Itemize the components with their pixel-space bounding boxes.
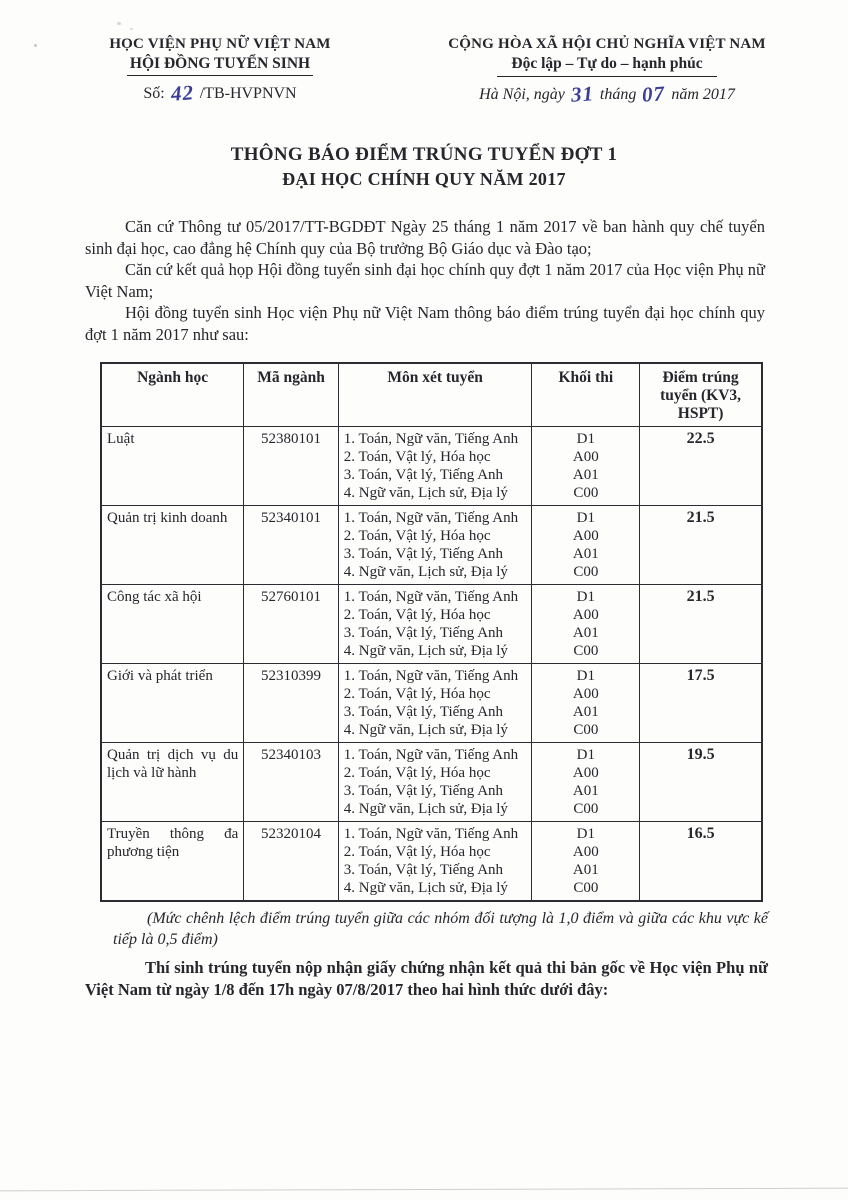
cell-khoi-thi	[532, 822, 640, 902]
subject-combination-line: 4. Ngữ văn, Lịch sử, Địa lý	[343, 801, 508, 817]
scan-page-edge-line	[0, 1188, 848, 1192]
date-mid: tháng	[599, 86, 637, 103]
subject-combination-line: 2. Toán, Vật lý, Hóa học	[343, 844, 491, 860]
cell-khoi-thi	[532, 427, 640, 506]
cell-ma-nganh: 52340103	[244, 743, 339, 822]
subject-combination-line: 1. Toán, Ngữ văn, Tiếng Anh	[343, 589, 519, 605]
col-header-diem-trung-tuyen: Điểm trúng tuyển (KV3, HSPT)	[640, 363, 762, 427]
cell-mon-xet-tuyen	[338, 743, 532, 822]
scan-speck	[34, 44, 37, 47]
cell-ma-nganh: 52320104	[244, 822, 339, 902]
cell-diem-trung-tuyen: 16.5	[640, 822, 762, 902]
cell-nganh-hoc: Luật	[101, 427, 244, 506]
agency-subunit: HỘI ĐỒNG TUYỂN SINH	[70, 55, 370, 76]
exam-block-code: D1	[576, 747, 595, 763]
cell-diem-trung-tuyen: 21.5	[640, 585, 762, 664]
cell-mon-xet-tuyen	[338, 822, 532, 902]
date-line	[426, 81, 788, 107]
subject-combination-line: 4. Ngữ văn, Lịch sử, Địa lý	[343, 485, 508, 501]
subject-combination-line: 4. Ngữ văn, Lịch sử, Địa lý	[343, 880, 508, 896]
document-header	[0, 0, 848, 107]
cell-nganh-hoc: Truyền thông đa phương tiện	[101, 822, 244, 902]
cell-ma-nganh: 52380101	[244, 427, 339, 506]
national-motto: Độc lập – Tự do – hạnh phúc	[426, 55, 788, 77]
handwritten-doc-number: 42	[169, 80, 195, 106]
cell-mon-xet-tuyen	[338, 585, 532, 664]
subject-combination-line: 3. Toán, Vật lý, Tiếng Anh	[343, 704, 504, 720]
title-line-1: THÔNG BÁO ĐIỂM TRÚNG TUYỂN ĐỢT 1	[230, 144, 618, 165]
cell-khoi-thi	[532, 506, 640, 585]
subject-combination-line: 3. Toán, Vật lý, Tiếng Anh	[343, 862, 504, 878]
issuing-agency-block	[70, 36, 370, 104]
admission-scores-table	[100, 362, 763, 902]
table-row	[101, 427, 762, 506]
table-header-row	[101, 363, 762, 427]
score-difference-note: (Mức chênh lệch điểm trúng tuyển giữa các nhóm đối tượng là 1,0 điểm và giữa các khu vực kế tiếp là 0,5 điểm)	[113, 910, 768, 948]
scan-speck	[130, 28, 133, 30]
exam-block-code: A00	[572, 686, 599, 702]
exam-block-code: C00	[573, 880, 599, 896]
exam-block-code: A00	[572, 449, 599, 465]
national-title: CỘNG HÒA XÃ HỘI CHỦ NGHĨA VIỆT NAM	[448, 36, 766, 52]
handwritten-month: 07	[641, 81, 667, 107]
subject-combination-line: 1. Toán, Ngữ văn, Tiếng Anh	[343, 510, 519, 526]
table-row	[101, 822, 762, 902]
col-header-khoi-thi: Khối thi	[532, 363, 640, 427]
document-number-line	[70, 80, 370, 106]
exam-block-code: A00	[572, 607, 599, 623]
cell-khoi-thi	[532, 585, 640, 664]
subject-combination-line: 2. Toán, Vật lý, Hóa học	[343, 449, 491, 465]
exam-block-code: D1	[576, 510, 595, 526]
scan-speck	[117, 22, 121, 25]
cell-mon-xet-tuyen	[338, 427, 532, 506]
exam-block-code: A00	[572, 528, 599, 544]
exam-block-code: A01	[572, 783, 599, 799]
cell-khoi-thi	[532, 664, 640, 743]
preamble	[85, 216, 765, 345]
cell-mon-xet-tuyen	[338, 506, 532, 585]
paragraph: Căn cứ kết quả họp Hội đồng tuyển sinh đại học chính quy đợt 1 năm 2017 của Học viện Phụ nữ Việt Nam;	[85, 260, 765, 301]
subject-combination-line: 1. Toán, Ngữ văn, Tiếng Anh	[343, 826, 519, 842]
exam-block-code: C00	[573, 722, 599, 738]
cell-diem-trung-tuyen: 17.5	[640, 664, 762, 743]
subject-combination-line: 1. Toán, Ngữ văn, Tiếng Anh	[343, 431, 519, 447]
col-header-mon-xet-tuyen: Môn xét tuyển	[338, 363, 532, 427]
handwritten-day: 31	[570, 81, 595, 107]
subject-combination-line: 3. Toán, Vật lý, Tiếng Anh	[343, 467, 504, 483]
exam-block-code: D1	[576, 589, 595, 605]
subject-combination-line: 2. Toán, Vật lý, Hóa học	[343, 607, 491, 623]
title-line-2: ĐẠI HỌC CHÍNH QUY NĂM 2017	[282, 169, 566, 189]
date-prefix: Hà Nội, ngày	[479, 86, 565, 103]
exam-block-code: A01	[572, 862, 599, 878]
subject-combination-line: 4. Ngữ văn, Lịch sử, Địa lý	[343, 722, 508, 738]
cell-nganh-hoc: Công tác xã hội	[101, 585, 244, 664]
submission-instructions: Thí sinh trúng tuyển nộp nhận giấy chứng nhận kết quả thi bản gốc về Học viện Phụ nữ Việt Nam từ ngày 1/8 đến 17h ngày 07/8/2017 theo hai hình thức dưới đây:	[85, 958, 768, 999]
subject-combination-line: 2. Toán, Vật lý, Hóa học	[343, 686, 491, 702]
date-suffix: năm 2017	[671, 86, 735, 103]
subject-combination-line: 2. Toán, Vật lý, Hóa học	[343, 765, 491, 781]
exam-block-code: A00	[572, 844, 599, 860]
exam-block-code: C00	[573, 485, 599, 501]
cell-ma-nganh: 52340101	[244, 506, 339, 585]
cell-diem-trung-tuyen: 22.5	[640, 427, 762, 506]
subject-combination-line: 1. Toán, Ngữ văn, Tiếng Anh	[343, 668, 519, 684]
exam-block-code: A00	[572, 765, 599, 781]
exam-block-code: C00	[573, 801, 599, 817]
paragraph: Hội đồng tuyển sinh Học viện Phụ nữ Việt Nam thông báo điểm trúng tuyển đại học chính quy đợt 1 năm 2017 như sau:	[85, 303, 765, 344]
table-row	[101, 506, 762, 585]
doc-number-suffix: /TB-HVPNVN	[199, 85, 297, 102]
cell-ma-nganh: 52760101	[244, 585, 339, 664]
col-header-ma-nganh: Mã ngành	[244, 363, 339, 427]
table-row	[101, 664, 762, 743]
cell-nganh-hoc: Quản trị dịch vụ du lịch và lữ hành	[101, 743, 244, 822]
subject-combination-line: 4. Ngữ văn, Lịch sử, Địa lý	[343, 564, 508, 580]
subject-combination-line: 3. Toán, Vật lý, Tiếng Anh	[343, 546, 504, 562]
exam-block-code: D1	[576, 668, 595, 684]
exam-block-code: C00	[573, 643, 599, 659]
subject-combination-line: 3. Toán, Vật lý, Tiếng Anh	[343, 783, 504, 799]
cell-khoi-thi	[532, 743, 640, 822]
table-row	[101, 585, 762, 664]
subject-combination-line: 2. Toán, Vật lý, Hóa học	[343, 528, 491, 544]
cell-nganh-hoc: Giới và phát triển	[101, 664, 244, 743]
cell-diem-trung-tuyen: 19.5	[640, 743, 762, 822]
exam-block-code: A01	[572, 467, 599, 483]
subject-combination-line: 3. Toán, Vật lý, Tiếng Anh	[343, 625, 504, 641]
col-header-nganh-hoc: Ngành học	[101, 363, 244, 427]
cell-diem-trung-tuyen: 21.5	[640, 506, 762, 585]
cell-nganh-hoc: Quản trị kinh doanh	[101, 506, 244, 585]
paragraph: Căn cứ Thông tư 05/2017/TT-BGDĐT Ngày 25 tháng 1 năm 2017 về ban hành quy chế tuyển sinh đại học, cao đẳng hệ Chính quy của Bộ trưởng Bộ Giáo dục và Đào tạo;	[85, 217, 765, 258]
subject-combination-line: 4. Ngữ văn, Lịch sử, Địa lý	[343, 643, 508, 659]
table-row	[101, 743, 762, 822]
subject-combination-line: 1. Toán, Ngữ văn, Tiếng Anh	[343, 747, 519, 763]
exam-block-code: A01	[572, 546, 599, 562]
doc-number-prefix: Số:	[143, 85, 165, 102]
exam-block-code: A01	[572, 704, 599, 720]
exam-block-code: D1	[576, 431, 595, 447]
agency-name: HỌC VIỆN PHỤ NỮ VIỆT NAM	[109, 36, 331, 52]
exam-block-code: A01	[572, 625, 599, 641]
national-motto-block	[426, 36, 788, 107]
exam-block-code: D1	[576, 826, 595, 842]
document-title	[0, 144, 848, 190]
cell-ma-nganh: 52310399	[244, 664, 339, 743]
cell-mon-xet-tuyen	[338, 664, 532, 743]
exam-block-code: C00	[573, 564, 599, 580]
